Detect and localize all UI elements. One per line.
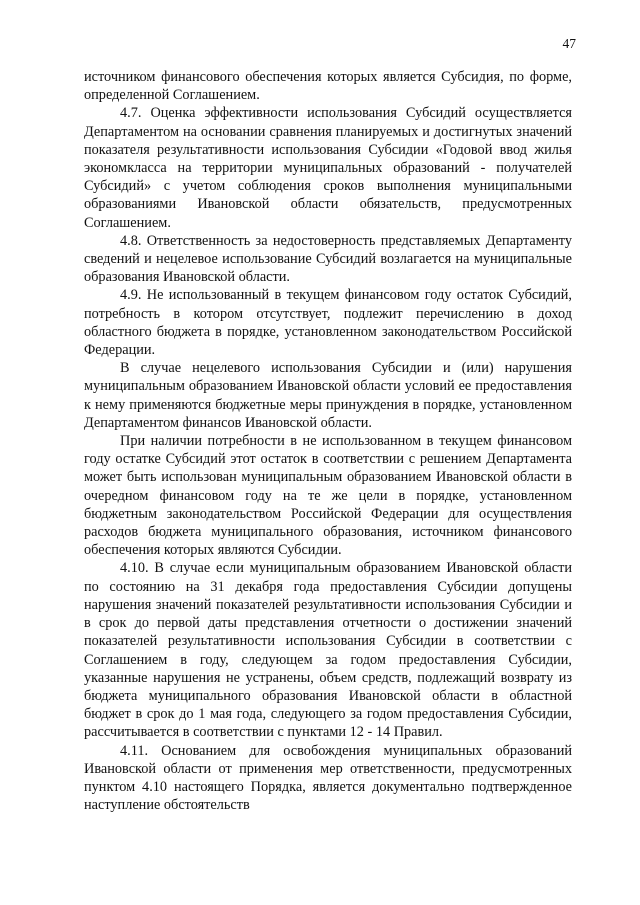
paragraph-4-9: 4.9. Не использованный в текущем финансовом году остаток Субсидий, потребность в котором отсутствует, подлежит перечислению в доход областного бюджета в порядке, установленном законодательством Российской Федерации. bbox=[84, 287, 572, 359]
page-number: 47 bbox=[562, 36, 576, 51]
paragraph-4-7: 4.7. Оценка эффективности использования Субсидий осуществляется Департаментом на основании сравнения планируемых и достигнутых значений показателя результативности использования Субсидии «Годовой ввод жилья экономкласса на территории муниципальных образований - получателей Субсидий» с учетом соблюдения сроков выполнения муниципальными образованиями Ивановской области обязательств, предусмотренных Соглашением. bbox=[84, 105, 572, 231]
paragraph-4-10: 4.10. В случае если муниципальным образованием Ивановской области по состоянию на 31 декабря года предоставления Субсидии допущены нарушения значений показателей результативности использования Субсидии и в срок до первой даты представления отчетности о достижении значений показателей результативности использования Субсидии в соответствии с Соглашением в году, следующем за годом предоставления Субсидии, указанные нарушения не устранены, объем средств, подлежащий возврату из бюджета муниципального образования Ивановской области в областной бюджет в срок до 1 мая года, следующего за годом предоставления Субсидии, рассчитывается в соответствии с пунктами 12 - 14 Правил. bbox=[84, 560, 572, 741]
paragraph-continuation: источником финансового обеспечения которых является Субсидия, по форме, определенной Соглашением. bbox=[84, 69, 572, 104]
body-text bbox=[84, 68, 572, 814]
paragraph-4-8: 4.8. Ответственность за недостоверность представляемых Департаменту сведений и нецелевое использование Субсидий возлагается на муниципальные образования Ивановской области. bbox=[84, 232, 572, 286]
paragraph-4-11: 4.11. Основанием для освобождения муниципальных образований Ивановской области от применения мер ответственности, предусмотренных пунктом 4.10 настоящего Порядка, является документально подтвержденное наступление обстоятельств bbox=[84, 742, 572, 814]
paragraph-remainder: При наличии потребности в не использованном в текущем финансовом году остатке Субсидий этот остаток в соответствии с решением Департамента может быть использован муниципальным образованием Ивановской области в очередном финансовом году на те же цели в порядке, установленном бюджетным законодательством Российской Федерации для осуществления расходов бюджета муниципального образования, источником финансового обеспечения которых являются Субсидии. bbox=[84, 433, 572, 559]
paragraph-misuse: В случае нецелевого использования Субсидии и (или) нарушения муниципальным образованием Ивановской области условий ее предоставления к нему применяются бюджетные меры принуждения в порядке, установленном Департаментом финансов Ивановской области. bbox=[84, 360, 572, 431]
